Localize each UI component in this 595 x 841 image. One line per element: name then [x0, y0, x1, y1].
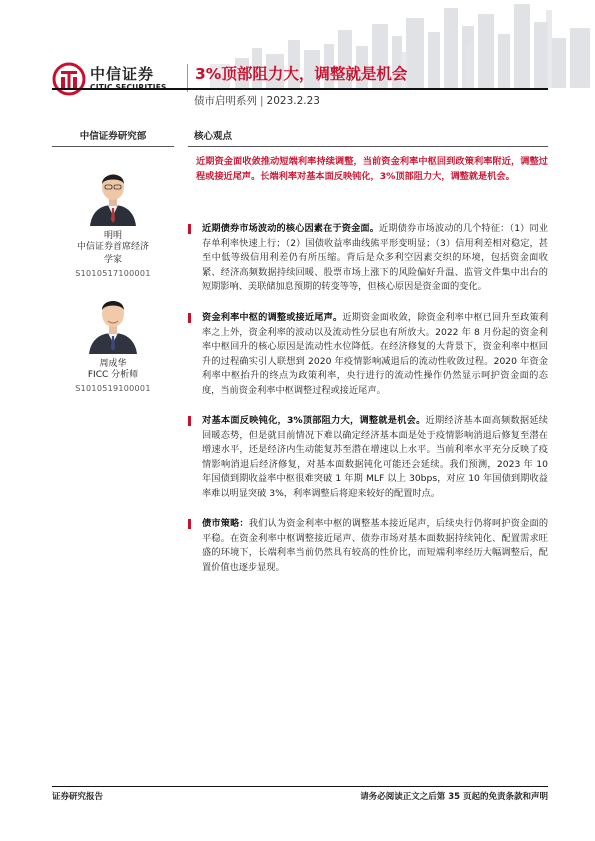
bullet-text	[202, 222, 548, 295]
bullet-marker	[188, 416, 191, 426]
analyst-license: S1010517100001	[75, 269, 151, 278]
analyst-card	[52, 288, 174, 395]
report-title: 3%顶部阻力大，调整就是机会	[195, 65, 408, 83]
report-date: 2023.2.23	[266, 95, 320, 107]
core-views-heading: 核心观点	[194, 131, 233, 142]
bullet-text	[202, 414, 548, 501]
bullet-body: 近期经济基本面高频数据延续回暖态势，但是就目前情况下难以确定经济基本面是处于疫情影响消退后修复至潜在增速水平，还是经济内生动能复苏至潜在增速以上水平。当前利率水平充分反映了疫情影响消退后经济修复，对基本面数据钝化可能还会延续。我们预测，2023 年 10 年国债到期收益率中枢很难突破 1 年期 MLF 以上 30bps，对应 10 年国债到期收益率难以明显突破 3%，利率调整后将迎来较好的配置时点。	[202, 415, 548, 499]
analyst-license: S1010519100001	[75, 384, 151, 393]
analyst-card	[52, 160, 174, 280]
bullet-text	[202, 517, 548, 575]
bullet-marker	[188, 313, 191, 323]
bullet-text	[202, 311, 548, 398]
bullet-body: 我们认为资金利率中枢的调整基本接近尾声，后续央行仍将呵护资金面的平稳。在资金利率中枢调整接近尾声、债券市场对基本面数据持续钝化、配置需求旺盛的环境下，长端利率当前仍然具有较高的性价比，而短端利率经历大幅调整后，配置价值也逐步显现。	[202, 518, 549, 573]
citic-logo-icon	[52, 62, 86, 96]
bullet-body: 近期资金面收敛，除资金利率中枢已回升至政策利率之上外，资金利率的波动以及流动性分层也有所放大。2022 年 8 月份起的资金利率中枢回升的核心原因是流动性水位降低。在经济修复的大背景下，资金利率中枢回升的过程确实引人联想到 2020 年疫情影响减退后的流动性收敛过程。2020 年资金利率中枢抬升的终点为政策利率，央行进行的流动性操作仍然显示呵护资金面的态度，当前资金利率中枢调整过程或接近尾声。	[202, 312, 549, 396]
analyst-role: FICC 分析师	[87, 370, 139, 380]
series-line	[194, 93, 320, 108]
bullet-marker	[188, 519, 191, 529]
series-separator: |	[260, 95, 264, 107]
bullet-lead: 近期债券市场波动的核心因素在于资金面。	[202, 223, 380, 234]
footer-label: 证券研究报告	[52, 792, 104, 802]
bullet-item	[188, 414, 548, 501]
series-name: 债市启明系列	[194, 95, 257, 107]
analyst-role: 中信证券首席经济	[76, 242, 149, 252]
sidebar-heading: 中信证券研究部	[79, 131, 147, 142]
bullet-lead: 资金利率中枢的调整或接近尾声。	[202, 312, 343, 323]
summary-paragraph: 近期资金面收敛推动短端利率持续调整，当前资金利率中枢回到政策利率附近，调整过程或接近尾声。长端利率对基本面反映钝化，3%顶部阻力大，调整就是机会。	[196, 156, 548, 182]
footer-disclaimer: 请务必阅读正文之后第 35 页起的免责条款和声明	[360, 792, 548, 802]
sidebar-rule	[52, 146, 174, 147]
citic-logo	[52, 62, 192, 96]
bullet-lead: 对基本面反映钝化，3%顶部阻力大，调整就是机会。	[202, 415, 426, 426]
analyst-name: 周成华	[99, 359, 127, 369]
bullet-item	[188, 311, 548, 398]
footer-rule	[52, 786, 548, 787]
analyst-name: 明明	[103, 231, 122, 241]
core-views-rule	[188, 146, 548, 147]
logo-cn-text: 中信证券	[90, 65, 155, 83]
bullet-marker	[188, 224, 191, 234]
analyst-photo	[84, 288, 142, 354]
analyst-role: 学家	[103, 255, 122, 265]
header-rule	[52, 88, 548, 90]
bullet-item	[188, 222, 548, 295]
bullet-body: 近期债券市场波动的几个特征：（1）同业存单利率快速上行；（2）国债收益率曲线熊平形变明显；（3）信用利差相对稳定，甚至中低等级信用利差仍有所压缩。背后是众多利空因素交织的环境，包括资金面收紧、经济高频数据持续回暖、股票市场上涨下的风险偏好升温、监管文件集中出台的短期影响、美联储加息预期的转变等等，但核心原因是资金面的变化。	[202, 223, 549, 292]
bullet-item	[188, 517, 548, 575]
bullet-lead: 债市策略：	[202, 518, 249, 529]
analyst-photo	[84, 160, 142, 226]
